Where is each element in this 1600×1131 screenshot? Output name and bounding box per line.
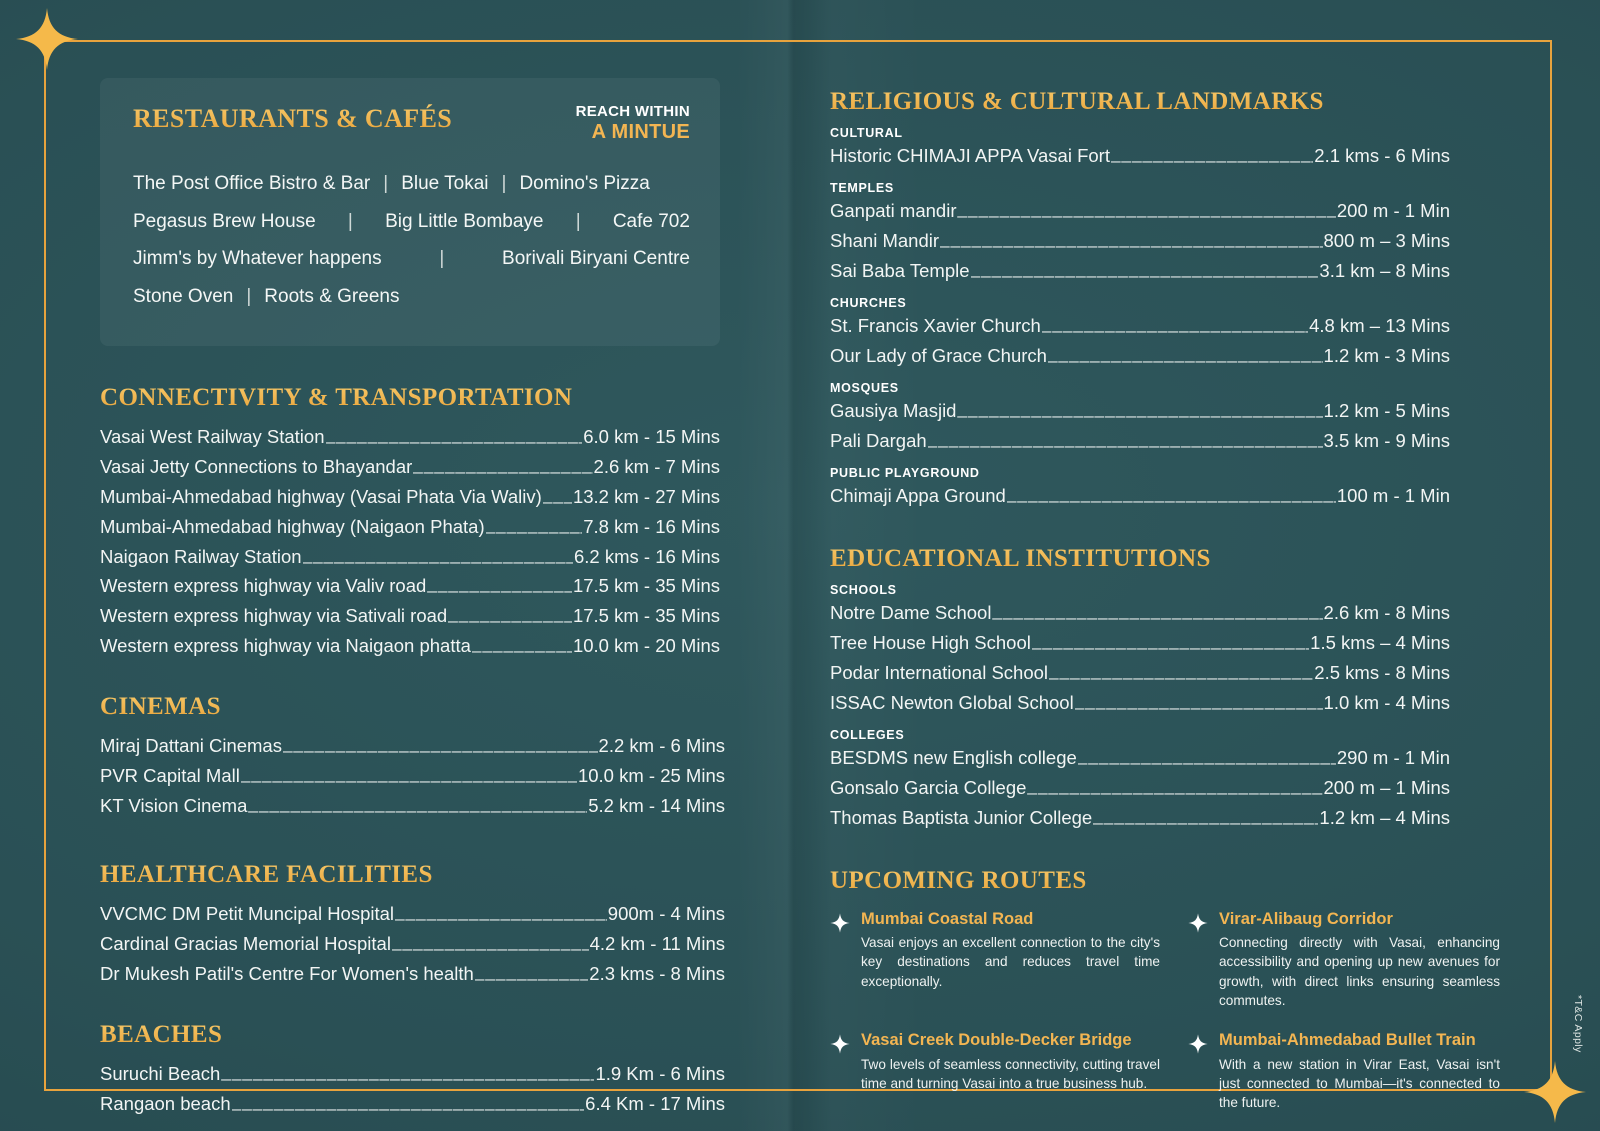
poi-distance-time: 3.5 km - 9 Mins <box>1323 429 1450 451</box>
poi-name: Sai Baba Temple <box>830 259 970 281</box>
poi-name: Our Lady of Grace Church <box>830 344 1047 366</box>
poi-distance-time: 900m - 4 Mins <box>607 903 725 925</box>
poi-row <box>830 481 1450 511</box>
poi-distance-time: 100 m - 1 Min <box>1336 484 1450 506</box>
poi-row <box>100 601 720 631</box>
cinemas-title: CINEMAS <box>100 693 790 721</box>
poi-row <box>100 899 725 929</box>
poi-name: Dr Mukesh Patil's Centre For Women's health <box>100 963 474 985</box>
dotted-leader <box>326 421 583 449</box>
poi-name: Notre Dame School <box>830 601 992 623</box>
poi-name: Mumbai-Ahmedabad highway (Naigaon Phata) <box>100 515 485 537</box>
route-heading: Virar-Alibaug Corridor <box>1219 909 1393 928</box>
restaurant-name: Borivali Biryani Centre <box>502 248 690 270</box>
restaurants-card <box>100 78 720 346</box>
poi-distance-time: 800 m – 3 Mins <box>1323 229 1450 251</box>
poi-name: Rangaon beach <box>100 1093 231 1115</box>
dotted-leader <box>928 425 1323 453</box>
poi-name: VVCMC DM Petit Muncipal Hospital <box>100 903 395 925</box>
group-label: TEMPLES <box>830 180 894 195</box>
poi-row <box>830 628 1450 658</box>
dotted-leader <box>283 730 598 758</box>
dotted-leader <box>232 1088 585 1116</box>
reach-within-badge <box>576 104 690 143</box>
sparkle-bullet-icon <box>1188 1034 1208 1054</box>
poi-name: Cardinal Gracias Memorial Hospital <box>100 933 391 955</box>
poi-distance-time: 200 m – 1 Mins <box>1323 776 1450 798</box>
religious-section <box>830 88 1500 511</box>
dotted-leader <box>303 541 573 569</box>
poi-row <box>830 341 1450 371</box>
poi-row <box>830 743 1450 773</box>
dotted-leader <box>427 570 572 598</box>
religious-title: RELIGIOUS & CULTURAL LANDMARKS <box>830 88 1500 116</box>
route-description: Connecting directly with Vasai, enhancing accessibility and opening up new avenues for growth, with direct links ensuring seamless commutes. <box>1219 934 1500 1008</box>
poi-row <box>830 196 1450 226</box>
route-heading: Vasai Creek Double-Decker Bridge <box>861 1031 1132 1050</box>
poi-distance-time: 13.2 km - 27 Mins <box>572 485 720 507</box>
poi-distance-time: 1.2 km - 3 Mins <box>1323 344 1450 366</box>
poi-row <box>830 598 1450 628</box>
dotted-leader <box>472 630 572 658</box>
poi-row <box>100 1059 725 1089</box>
poi-name: Miraj Dattani Cinemas <box>100 735 282 757</box>
poi-name: Shani Mandir <box>830 229 940 251</box>
poi-row <box>830 688 1450 718</box>
dotted-leader <box>392 928 589 956</box>
restaurant-name: Pegasus Brew House <box>133 210 316 232</box>
poi-name: Historic CHIMAJI APPA Vasai Fort <box>830 145 1110 166</box>
cinemas-section <box>100 693 790 821</box>
poi-row <box>100 452 720 482</box>
poi-name: ISSAC Newton Global School <box>830 691 1074 713</box>
poi-row <box>100 959 725 989</box>
poi-row <box>100 571 720 601</box>
poi-row <box>100 512 720 542</box>
badge-line-2: A MINTUE <box>591 120 690 143</box>
poi-row <box>830 226 1450 256</box>
poi-distance-time: 7.8 km - 16 Mins <box>583 515 720 537</box>
poi-name: PVR Capital Mall <box>100 765 240 787</box>
poi-distance-time: 4.2 km - 11 Mins <box>589 933 725 955</box>
upcoming-route-item <box>1188 1030 1500 1112</box>
restaurant-name: Blue Tokai <box>401 173 489 195</box>
dotted-leader <box>1032 627 1309 655</box>
upcoming-routes-title: UPCOMING ROUTES <box>830 867 1500 895</box>
dotted-leader <box>1111 140 1313 168</box>
dotted-leader <box>543 481 572 509</box>
poi-name: Western express highway via Sativali road <box>100 605 448 627</box>
route-description: Two levels of seamless connectivity, cutting travel time and turning Vasai into a true business hub. <box>861 1056 1160 1091</box>
poi-row <box>100 542 720 572</box>
dotted-leader <box>992 597 1322 625</box>
dotted-leader <box>1042 310 1308 338</box>
beaches-title: BEACHES <box>100 1021 790 1049</box>
restaurants-list <box>133 165 690 315</box>
route-heading: Mumbai Coastal Road <box>861 909 1034 928</box>
education-title: EDUCATIONAL INSTITUTIONS <box>830 545 1500 573</box>
poi-distance-time: 10.0 km - 25 Mins <box>577 765 725 787</box>
dotted-leader <box>221 1058 594 1086</box>
education-section <box>830 545 1500 833</box>
poi-name: Ganpati mandir <box>830 199 957 221</box>
poi-row <box>100 1089 725 1119</box>
upcoming-route-item <box>830 909 1160 1011</box>
poi-name: Chimaji Appa Ground <box>830 484 1006 506</box>
left-column <box>0 0 790 1131</box>
badge-line-1: REACH WITHIN <box>575 103 690 120</box>
sparkle-bullet-icon <box>830 913 850 933</box>
route-heading: Mumbai-Ahmedabad Bullet Train <box>1219 1031 1476 1050</box>
poi-distance-time: 2.3 kms - 8 Mins <box>589 963 725 985</box>
connectivity-list <box>100 422 790 662</box>
poi-row <box>100 791 725 821</box>
poi-distance-time: 5.2 km - 14 Mins <box>588 795 725 817</box>
poi-row <box>100 482 720 512</box>
poi-name: Western express highway via Valiv road <box>100 575 427 597</box>
dotted-leader <box>448 600 572 628</box>
right-column <box>790 0 1600 1131</box>
poi-distance-time: 1.2 km – 4 Mins <box>1319 806 1450 828</box>
healthcare-list <box>100 899 790 989</box>
group-label: CULTURAL <box>830 126 903 140</box>
restaurant-name: Roots & Greens <box>264 286 400 308</box>
beaches-list <box>100 1059 790 1119</box>
poi-distance-time: 3.1 km – 8 Mins <box>1319 259 1450 281</box>
poi-row <box>830 256 1450 286</box>
healthcare-section <box>100 861 790 989</box>
poi-row <box>100 929 725 959</box>
poi-name: Pali Dargah <box>830 429 927 451</box>
separator: | <box>347 210 353 232</box>
beaches-section <box>100 1021 790 1119</box>
terms-and-conditions-note: *T&C Apply <box>1572 995 1584 1053</box>
dotted-leader <box>1027 772 1322 800</box>
restaurant-name: Stone Oven <box>133 286 234 308</box>
dotted-leader <box>241 760 577 788</box>
route-description: With a new station in Virar East, Vasai isn't just connected to Mumbai—it's connected to the future. <box>1219 1056 1500 1111</box>
poi-name: Mumbai-Ahmedabad highway (Vasai Phata Via Waliv) <box>100 485 542 507</box>
separator: | <box>246 286 252 308</box>
poi-row <box>830 311 1450 341</box>
dotted-leader <box>957 395 1322 423</box>
poi-row <box>830 658 1450 688</box>
restaurant-name: Big Little Bombaye <box>385 210 544 232</box>
poi-distance-time: 2.2 km - 6 Mins <box>598 735 725 757</box>
group-label: CHURCHES <box>830 295 907 310</box>
upcoming-route-item <box>1188 909 1500 1011</box>
religious-groups <box>830 126 1500 511</box>
dotted-leader <box>413 451 592 479</box>
poi-name: KT Vision Cinema <box>100 795 248 817</box>
upcoming-route-item <box>830 1030 1160 1112</box>
restaurants-title: RESTAURANTS & CAFÉS <box>133 104 453 133</box>
group-label: MOSQUES <box>830 380 899 395</box>
poi-distance-time: 2.5 kms - 8 Mins <box>1314 661 1450 683</box>
restaurant-line <box>133 240 690 278</box>
poi-distance-time: 290 m - 1 Min <box>1336 746 1450 768</box>
restaurant-line <box>133 278 690 316</box>
poi-distance-time: 200 m - 1 Min <box>1336 199 1450 221</box>
poi-distance-time: 1.2 km - 5 Mins <box>1323 399 1450 421</box>
poi-name: Suruchi Beach <box>100 1063 221 1085</box>
dotted-leader <box>486 511 583 539</box>
dotted-leader <box>395 898 607 926</box>
group-label: PUBLIC PLAYGROUND <box>830 465 980 480</box>
dotted-leader <box>940 225 1323 253</box>
poi-distance-time: 4.8 km – 13 Mins <box>1309 314 1450 336</box>
dotted-leader <box>1075 687 1323 715</box>
restaurant-line <box>133 165 690 203</box>
poi-row <box>100 422 720 452</box>
group-label: COLLEGES <box>830 727 905 742</box>
dotted-leader <box>475 958 589 986</box>
poi-row <box>830 803 1450 833</box>
poi-name: Gonsalo Garcia College <box>830 776 1027 798</box>
poi-name: BESDMS new English college <box>830 746 1077 768</box>
poi-distance-time: 1.5 kms – 4 Mins <box>1310 631 1450 653</box>
education-groups <box>830 583 1500 833</box>
connectivity-title: CONNECTIVITY & TRANSPORTATION <box>100 384 790 412</box>
separator: | <box>575 210 581 232</box>
poi-distance-time: 2.6 km - 7 Mins <box>593 455 720 477</box>
poi-distance-time: 17.5 km - 35 Mins <box>572 605 720 627</box>
dotted-leader <box>1048 340 1323 368</box>
restaurant-name: Cafe 702 <box>612 210 690 232</box>
dotted-leader <box>971 255 1319 283</box>
poi-name: Thomas Baptista Junior College <box>830 806 1093 828</box>
separator: | <box>383 173 389 195</box>
restaurant-name: The Post Office Bistro & Bar <box>133 173 371 195</box>
restaurants-card-header <box>133 104 690 143</box>
upcoming-routes-section <box>830 867 1500 1113</box>
poi-name: Western express highway via Naigaon phatta <box>100 635 471 657</box>
poi-distance-time: 17.5 km - 35 Mins <box>572 575 720 597</box>
dotted-leader <box>1078 742 1336 770</box>
poi-name: Podar International School <box>830 661 1049 683</box>
poi-row <box>100 731 725 761</box>
poi-distance-time: 1.9 Km - 6 Mins <box>595 1063 725 1085</box>
poi-row <box>830 141 1450 171</box>
poi-name: Naigaon Railway Station <box>100 545 302 567</box>
sparkle-bullet-icon <box>1188 913 1208 933</box>
poi-row <box>100 761 725 791</box>
poi-name: Gausiya Masjid <box>830 399 957 421</box>
dotted-leader <box>248 790 587 818</box>
poi-row <box>830 426 1450 456</box>
dotted-leader <box>957 195 1335 223</box>
poi-name: St. Francis Xavier Church <box>830 314 1041 336</box>
poi-name: Tree House High School <box>830 631 1031 653</box>
poi-row <box>830 396 1450 426</box>
sparkle-bullet-icon <box>830 1034 850 1054</box>
connectivity-section <box>100 384 790 662</box>
restaurant-name: Jimm's by Whatever happens <box>133 248 382 270</box>
poi-row <box>100 631 720 661</box>
poi-distance-time: 6.2 kms - 16 Mins <box>574 545 720 567</box>
route-description: Vasai enjoys an excellent connection to the city's key destinations and reduces travel time exceptionally. <box>861 934 1160 989</box>
dotted-leader <box>1007 480 1336 508</box>
separator: | <box>439 248 445 270</box>
poi-distance-time: 2.1 kms - 6 Mins <box>1314 145 1450 166</box>
separator: | <box>501 173 507 195</box>
poi-distance-time: 2.6 km - 8 Mins <box>1323 601 1450 623</box>
restaurant-line <box>133 203 690 241</box>
upcoming-routes-grid <box>830 909 1500 1113</box>
healthcare-title: HEALTHCARE FACILITIES <box>100 861 790 889</box>
restaurant-name: Domino's Pizza <box>519 173 650 195</box>
dotted-leader <box>1093 802 1318 830</box>
cinemas-list <box>100 731 790 821</box>
poi-distance-time: 6.4 Km - 17 Mins <box>585 1093 725 1115</box>
poi-distance-time: 10.0 km - 20 Mins <box>572 635 720 657</box>
dotted-leader <box>1049 657 1313 685</box>
poi-name: Vasai Jetty Connections to Bhayandar <box>100 455 413 477</box>
poi-distance-time: 6.0 km - 15 Mins <box>583 425 720 447</box>
poi-name: Vasai West Railway Station <box>100 425 325 447</box>
poi-distance-time: 1.0 km - 4 Mins <box>1323 691 1450 713</box>
poi-row <box>830 773 1450 803</box>
group-label: SCHOOLS <box>830 582 897 597</box>
